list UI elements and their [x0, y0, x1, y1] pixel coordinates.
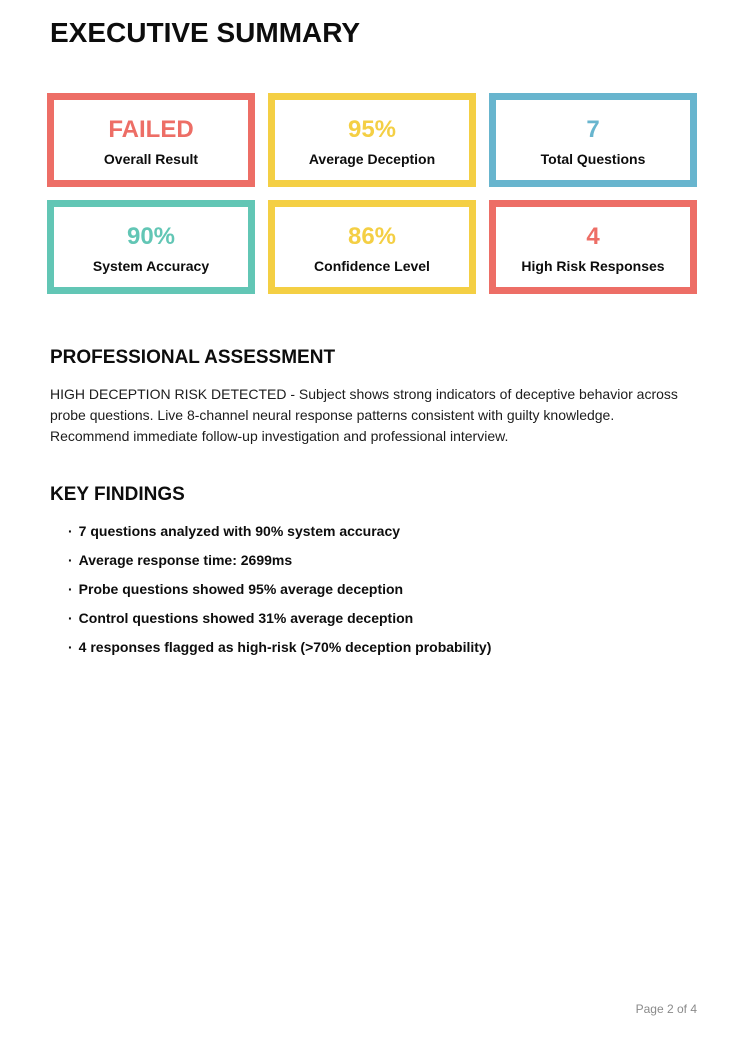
bullet-dot: · — [68, 523, 73, 539]
stat-label: Confidence Level — [314, 257, 430, 274]
finding-item — [68, 640, 693, 655]
stat-value: 90% — [126, 222, 176, 250]
finding-text: Average response time: 2699ms — [78, 552, 293, 568]
stat-value: 95% — [347, 115, 397, 143]
bullet-dot: · — [68, 610, 73, 626]
finding-text: 4 responses flagged as high-risk (>70% deception probability) — [78, 639, 492, 655]
stat-value: 4 — [586, 222, 600, 250]
bullet-dot: · — [68, 581, 73, 597]
stat-value: 86% — [347, 222, 397, 250]
finding-item — [68, 524, 693, 539]
stat-label: Overall Result — [103, 150, 199, 167]
finding-item — [68, 553, 693, 568]
page-title: EXECUTIVE SUMMARY — [50, 17, 361, 48]
assessment-body: HIGH DECEPTION RISK DETECTED - Subject shows strong indicators of deceptive behavior across probe questions. Live 8-channel neural response patterns consistent with guilty knowledge. Recommend immediate follow-up investigation and professional interview. — [50, 386, 678, 444]
stat-label: High Risk Responses — [521, 257, 665, 274]
stat-label: Average Deception — [308, 150, 436, 167]
finding-text: Control questions showed 31% average deception — [78, 610, 414, 626]
finding-item — [68, 582, 693, 597]
stat-card-average-deception — [268, 93, 476, 187]
finding-text: 7 questions analyzed with 90% system accuracy — [78, 523, 401, 539]
stat-label: Total Questions — [540, 150, 646, 167]
stat-value: FAILED — [108, 115, 194, 143]
stat-label: System Accuracy — [92, 257, 210, 274]
assessment-heading: PROFESSIONAL ASSESSMENT — [50, 347, 336, 368]
key-findings-heading: KEY FINDINGS — [50, 484, 185, 505]
bullet-dot: · — [68, 639, 73, 655]
stat-value: 7 — [586, 115, 600, 143]
stat-card-system-accuracy — [47, 200, 255, 294]
key-findings-list — [68, 524, 693, 655]
page-number: Page 2 of 4 — [635, 1002, 697, 1016]
stats-grid — [47, 93, 697, 294]
stat-card-total-questions — [489, 93, 697, 187]
finding-text: Probe questions showed 95% average deception — [78, 581, 404, 597]
bullet-dot: · — [68, 552, 73, 568]
finding-item — [68, 611, 693, 626]
stat-card-confidence-level — [268, 200, 476, 294]
stat-card-high-risk-responses — [489, 200, 697, 294]
stat-card-overall-result — [47, 93, 255, 187]
